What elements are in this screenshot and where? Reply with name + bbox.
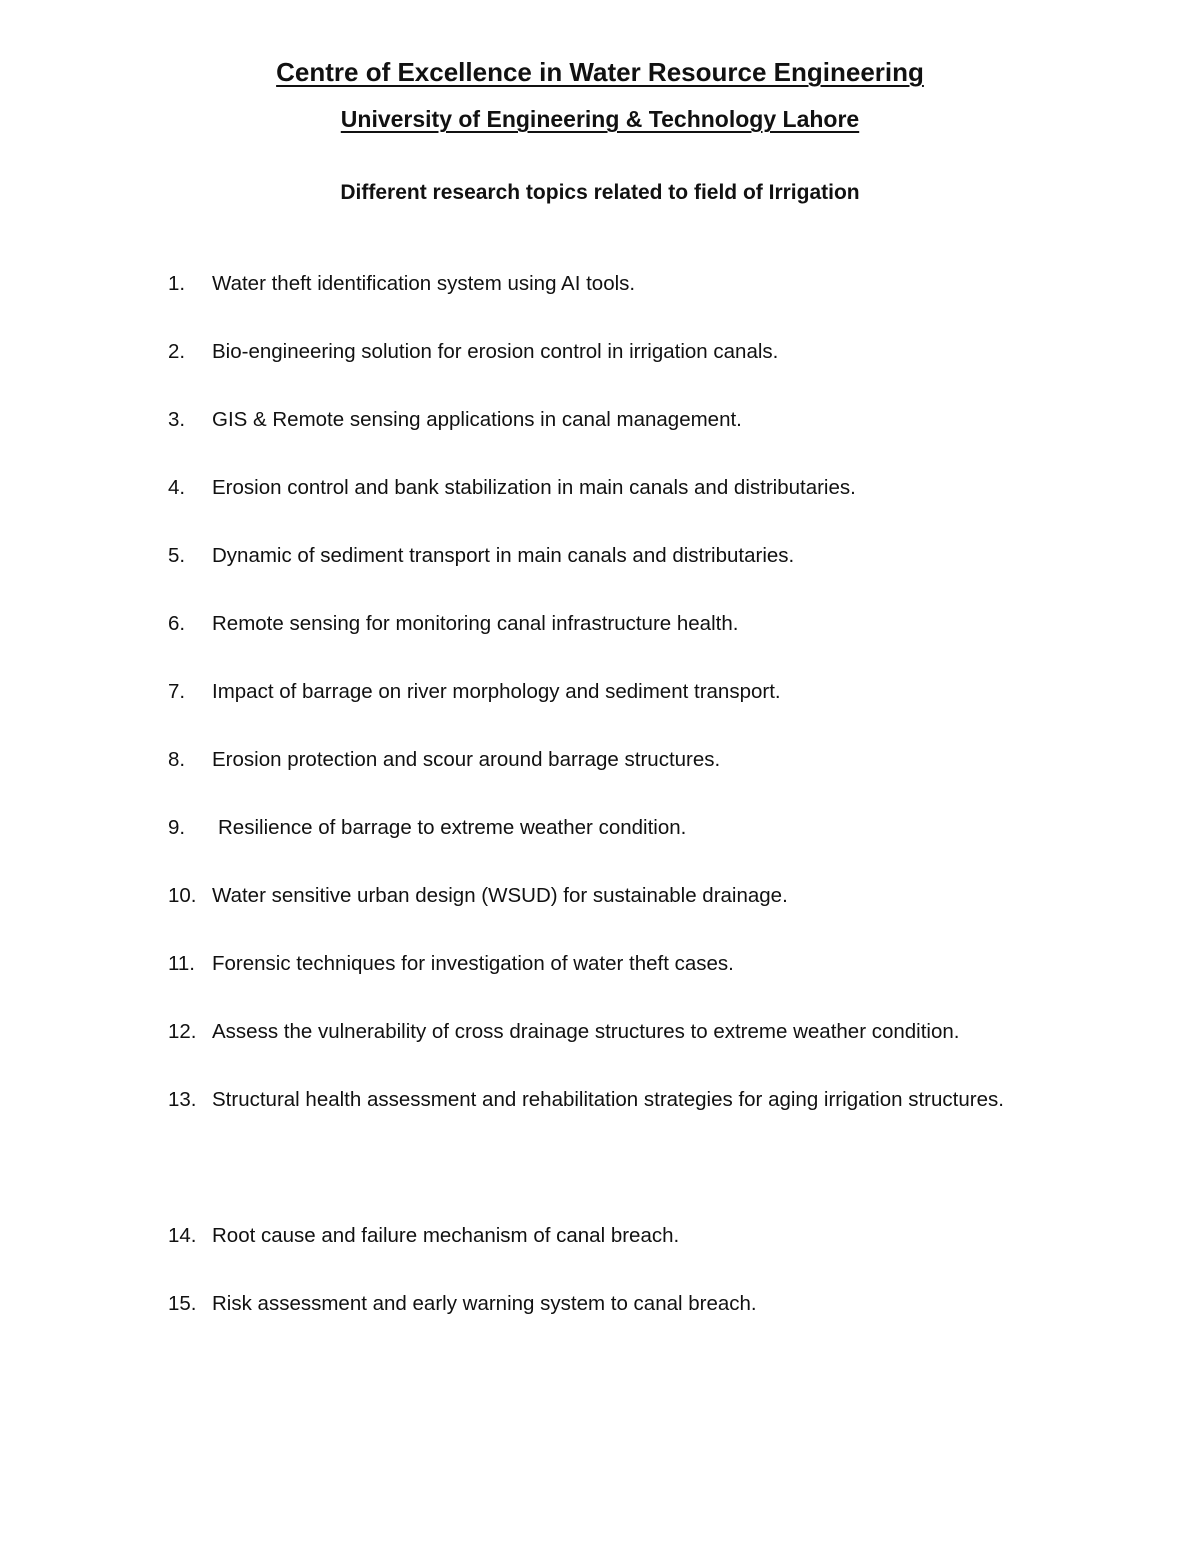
item-number: 9. [168,816,186,839]
item-text: Impact of barrage on river morphology and sediment transport. [212,680,781,703]
item-text: Root cause and failure mechanism of canal breach. [212,1224,680,1247]
item-text: Erosion protection and scour around barrage structures. [212,748,721,771]
item-number: 11. [168,952,195,975]
list-item [168,250,1058,318]
item-text: Water theft identification system using AI tools. [212,272,636,295]
item-number: 10. [168,884,197,907]
list-item [168,998,1058,1066]
item-text: Water sensitive urban design (WSUD) for sustainable drainage. [212,884,788,907]
item-text: Risk assessment and early warning system to canal breach. [212,1292,757,1315]
item-text: Remote sensing for monitoring canal infrastructure health. [212,612,739,635]
item-number: 4. [168,476,186,499]
item-number: 15. [168,1292,197,1315]
list-item [168,1202,1058,1270]
list-item [168,862,1058,930]
list-item [168,522,1058,590]
item-text: Bio-engineering solution for erosion control in irrigation canals. [212,340,779,363]
list-item [168,1066,1058,1202]
item-text: Forensic techniques for investigation of water theft cases. [212,952,734,975]
institution-name: University of Engineering & Technology Lahore [340,106,860,132]
item-text: Resilience of barrage to extreme weather condition. [218,816,687,839]
list-item [168,658,1058,726]
item-text: Erosion control and bank stabilization in main canals and distributaries. [212,476,856,499]
item-text: Structural health assessment and rehabilitation strategies for aging irrigation structures. [212,1088,1004,1111]
item-number: 7. [168,680,186,703]
list-item [168,1270,1058,1338]
item-number: 8. [168,748,186,771]
item-number: 12. [168,1020,197,1043]
document-title: Centre of Excellence in Water Resource Engineering [276,57,924,87]
item-text: GIS & Remote sensing applications in canal management. [212,408,742,431]
section-heading: Different research topics related to field of Irrigation [340,181,860,204]
list-item [168,590,1058,658]
item-number: 1. [168,272,186,295]
item-number: 6. [168,612,186,635]
item-number: 3. [168,408,186,431]
research-topics-list [168,250,1058,1338]
list-item [168,794,1058,862]
list-item [168,726,1058,794]
item-text: Assess the vulnerability of cross drainage structures to extreme weather condition. [212,1020,960,1043]
list-item [168,454,1058,522]
list-item [168,318,1058,386]
list-item [168,930,1058,998]
item-number: 5. [168,544,186,567]
list-item [168,386,1058,454]
item-number: 14. [168,1224,197,1247]
item-text: Dynamic of sediment transport in main canals and distributaries. [212,544,795,567]
item-number: 2. [168,340,186,363]
item-number: 13. [168,1088,197,1111]
